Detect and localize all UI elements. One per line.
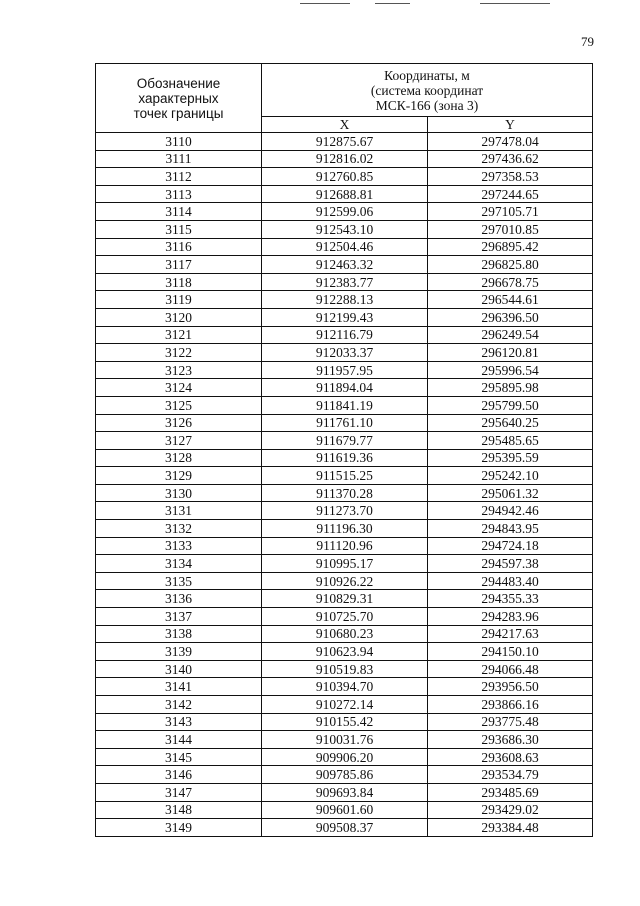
x-coordinate-cell: 911679.77 [262, 432, 428, 450]
table-row [96, 273, 593, 291]
table-row [96, 150, 593, 168]
y-coordinate-cell: 293775.48 [428, 713, 593, 731]
y-coordinate-cell: 293534.79 [428, 766, 593, 784]
table-row [96, 308, 593, 326]
x-coordinate-cell: 911619.36 [262, 449, 428, 467]
x-coordinate-cell: 910272.14 [262, 696, 428, 714]
point-id-cell: 3121 [96, 326, 262, 344]
point-id-cell: 3136 [96, 590, 262, 608]
point-id-cell: 3145 [96, 748, 262, 766]
table-row [96, 326, 593, 344]
x-coordinate-cell: 910155.42 [262, 713, 428, 731]
table-row [96, 713, 593, 731]
y-coordinate-cell: 296895.42 [428, 238, 593, 256]
y-coordinate-cell: 294843.95 [428, 520, 593, 538]
point-id-cell: 3116 [96, 238, 262, 256]
point-id-cell: 3147 [96, 783, 262, 801]
x-coordinate-cell: 912543.10 [262, 220, 428, 238]
point-id-cell: 3113 [96, 185, 262, 203]
table-row [96, 291, 593, 309]
coordinates-table [95, 63, 593, 837]
table-row [96, 379, 593, 397]
point-id-cell: 3110 [96, 133, 262, 151]
table-row [96, 344, 593, 362]
y-coordinate-cell: 296249.54 [428, 326, 593, 344]
x-coordinate-cell: 910519.83 [262, 660, 428, 678]
x-coordinate-cell: 912599.06 [262, 203, 428, 221]
table-row [96, 625, 593, 643]
x-coordinate-cell: 911370.28 [262, 484, 428, 502]
table-row [96, 660, 593, 678]
coordinates-table-body [96, 133, 593, 837]
y-coordinate-cell: 293686.30 [428, 731, 593, 749]
table-row [96, 467, 593, 485]
point-id-cell: 3142 [96, 696, 262, 714]
point-designation-header: Обозначение характерных точек границы [96, 64, 262, 133]
page-number: 79 [581, 34, 594, 49]
table-row [96, 203, 593, 221]
table-row [96, 414, 593, 432]
table-row [96, 168, 593, 186]
point-id-cell: 3119 [96, 291, 262, 309]
point-id-cell: 3137 [96, 608, 262, 626]
table-row [96, 185, 593, 203]
y-coordinate-cell: 293485.69 [428, 783, 593, 801]
y-coordinate-cell: 297478.04 [428, 133, 593, 151]
y-coordinate-cell: 296120.81 [428, 344, 593, 362]
x-coordinate-cell: 910394.70 [262, 678, 428, 696]
table-row [96, 133, 593, 151]
y-coordinate-cell: 295640.25 [428, 414, 593, 432]
table-row [96, 502, 593, 520]
point-id-cell: 3141 [96, 678, 262, 696]
coordinates-header: Координаты, м (система координат МСК-166 (зона 3) [262, 64, 593, 117]
x-coordinate-cell: 912288.13 [262, 291, 428, 309]
point-id-cell: 3133 [96, 537, 262, 555]
point-id-cell: 3115 [96, 220, 262, 238]
y-coordinate-cell: 295799.50 [428, 396, 593, 414]
x-coordinate-cell: 912463.32 [262, 256, 428, 274]
table-row [96, 608, 593, 626]
y-coordinate-cell: 293384.48 [428, 819, 593, 837]
x-coordinate-cell: 912116.79 [262, 326, 428, 344]
y-coordinate-cell: 294942.46 [428, 502, 593, 520]
x-coordinate-cell: 909906.20 [262, 748, 428, 766]
x-coordinate-cell: 911273.70 [262, 502, 428, 520]
x-coordinate-cell: 912760.85 [262, 168, 428, 186]
y-coordinate-cell: 295242.10 [428, 467, 593, 485]
table-row [96, 256, 593, 274]
x-coordinate-cell: 910031.76 [262, 731, 428, 749]
x-column-header: X [262, 117, 428, 133]
point-id-cell: 3112 [96, 168, 262, 186]
table-row [96, 555, 593, 573]
table-row [96, 696, 593, 714]
y-coordinate-cell: 296544.61 [428, 291, 593, 309]
y-coordinate-cell: 295996.54 [428, 361, 593, 379]
point-id-cell: 3146 [96, 766, 262, 784]
x-coordinate-cell: 912383.77 [262, 273, 428, 291]
point-id-cell: 3132 [96, 520, 262, 538]
point-id-cell: 3135 [96, 572, 262, 590]
y-coordinate-cell: 295395.59 [428, 449, 593, 467]
table-row [96, 520, 593, 538]
table-row [96, 396, 593, 414]
table-row [96, 748, 593, 766]
table-row [96, 766, 593, 784]
point-id-cell: 3128 [96, 449, 262, 467]
table-row [96, 678, 593, 696]
point-id-cell: 3144 [96, 731, 262, 749]
table-row [96, 484, 593, 502]
x-coordinate-cell: 911957.95 [262, 361, 428, 379]
point-id-cell: 3125 [96, 396, 262, 414]
y-coordinate-cell: 297010.85 [428, 220, 593, 238]
scan-artifact-line [480, 3, 550, 4]
table-row [96, 643, 593, 661]
point-id-cell: 3124 [96, 379, 262, 397]
x-coordinate-cell: 912816.02 [262, 150, 428, 168]
table-row [96, 572, 593, 590]
y-coordinate-cell: 296678.75 [428, 273, 593, 291]
y-coordinate-cell: 295061.32 [428, 484, 593, 502]
y-coordinate-cell: 293608.63 [428, 748, 593, 766]
x-coordinate-cell: 909693.84 [262, 783, 428, 801]
point-id-cell: 3114 [96, 203, 262, 221]
point-id-cell: 3148 [96, 801, 262, 819]
x-coordinate-cell: 912504.46 [262, 238, 428, 256]
point-id-cell: 3117 [96, 256, 262, 274]
x-coordinate-cell: 911841.19 [262, 396, 428, 414]
x-coordinate-cell: 909785.86 [262, 766, 428, 784]
x-coordinate-cell: 911515.25 [262, 467, 428, 485]
scan-artifact-line [375, 3, 410, 4]
point-id-cell: 3111 [96, 150, 262, 168]
table-row [96, 537, 593, 555]
point-id-cell: 3123 [96, 361, 262, 379]
scan-artifact-line [300, 3, 350, 4]
y-coordinate-cell: 294217.63 [428, 625, 593, 643]
point-id-cell: 3120 [96, 308, 262, 326]
x-coordinate-cell: 912688.81 [262, 185, 428, 203]
table-row [96, 801, 593, 819]
point-id-cell: 3118 [96, 273, 262, 291]
y-coordinate-cell: 295895.98 [428, 379, 593, 397]
y-coordinate-cell: 297436.62 [428, 150, 593, 168]
y-coordinate-cell: 297244.65 [428, 185, 593, 203]
y-coordinate-cell: 293866.16 [428, 696, 593, 714]
y-coordinate-cell: 294283.96 [428, 608, 593, 626]
table-row [96, 220, 593, 238]
table-row [96, 590, 593, 608]
point-id-cell: 3139 [96, 643, 262, 661]
point-id-cell: 3140 [96, 660, 262, 678]
x-coordinate-cell: 911196.30 [262, 520, 428, 538]
x-coordinate-cell: 909601.60 [262, 801, 428, 819]
y-column-header: Y [428, 117, 593, 133]
y-coordinate-cell: 294355.33 [428, 590, 593, 608]
y-coordinate-cell: 296396.50 [428, 308, 593, 326]
y-coordinate-cell: 297105.71 [428, 203, 593, 221]
x-coordinate-cell: 912199.43 [262, 308, 428, 326]
y-coordinate-cell: 296825.80 [428, 256, 593, 274]
table-row [96, 449, 593, 467]
table-row [96, 361, 593, 379]
x-coordinate-cell: 911894.04 [262, 379, 428, 397]
y-coordinate-cell: 293429.02 [428, 801, 593, 819]
y-coordinate-cell: 295485.65 [428, 432, 593, 450]
table-row [96, 819, 593, 837]
point-id-cell: 3134 [96, 555, 262, 573]
table-row [96, 432, 593, 450]
point-id-cell: 3131 [96, 502, 262, 520]
point-id-cell: 3129 [96, 467, 262, 485]
x-coordinate-cell: 910995.17 [262, 555, 428, 573]
x-coordinate-cell: 910623.94 [262, 643, 428, 661]
x-coordinate-cell: 910725.70 [262, 608, 428, 626]
x-coordinate-cell: 911761.10 [262, 414, 428, 432]
point-id-cell: 3127 [96, 432, 262, 450]
point-id-cell: 3138 [96, 625, 262, 643]
point-id-cell: 3143 [96, 713, 262, 731]
y-coordinate-cell: 294066.48 [428, 660, 593, 678]
point-id-cell: 3126 [96, 414, 262, 432]
point-id-cell: 3130 [96, 484, 262, 502]
y-coordinate-cell: 294150.10 [428, 643, 593, 661]
x-coordinate-cell: 911120.96 [262, 537, 428, 555]
x-coordinate-cell: 910680.23 [262, 625, 428, 643]
table-row [96, 783, 593, 801]
y-coordinate-cell: 294724.18 [428, 537, 593, 555]
x-coordinate-cell: 910926.22 [262, 572, 428, 590]
table-row [96, 731, 593, 749]
table-row [96, 238, 593, 256]
y-coordinate-cell: 294483.40 [428, 572, 593, 590]
y-coordinate-cell: 293956.50 [428, 678, 593, 696]
x-coordinate-cell: 912875.67 [262, 133, 428, 151]
y-coordinate-cell: 297358.53 [428, 168, 593, 186]
x-coordinate-cell: 910829.31 [262, 590, 428, 608]
point-id-cell: 3122 [96, 344, 262, 362]
y-coordinate-cell: 294597.38 [428, 555, 593, 573]
point-id-cell: 3149 [96, 819, 262, 837]
x-coordinate-cell: 909508.37 [262, 819, 428, 837]
x-coordinate-cell: 912033.37 [262, 344, 428, 362]
